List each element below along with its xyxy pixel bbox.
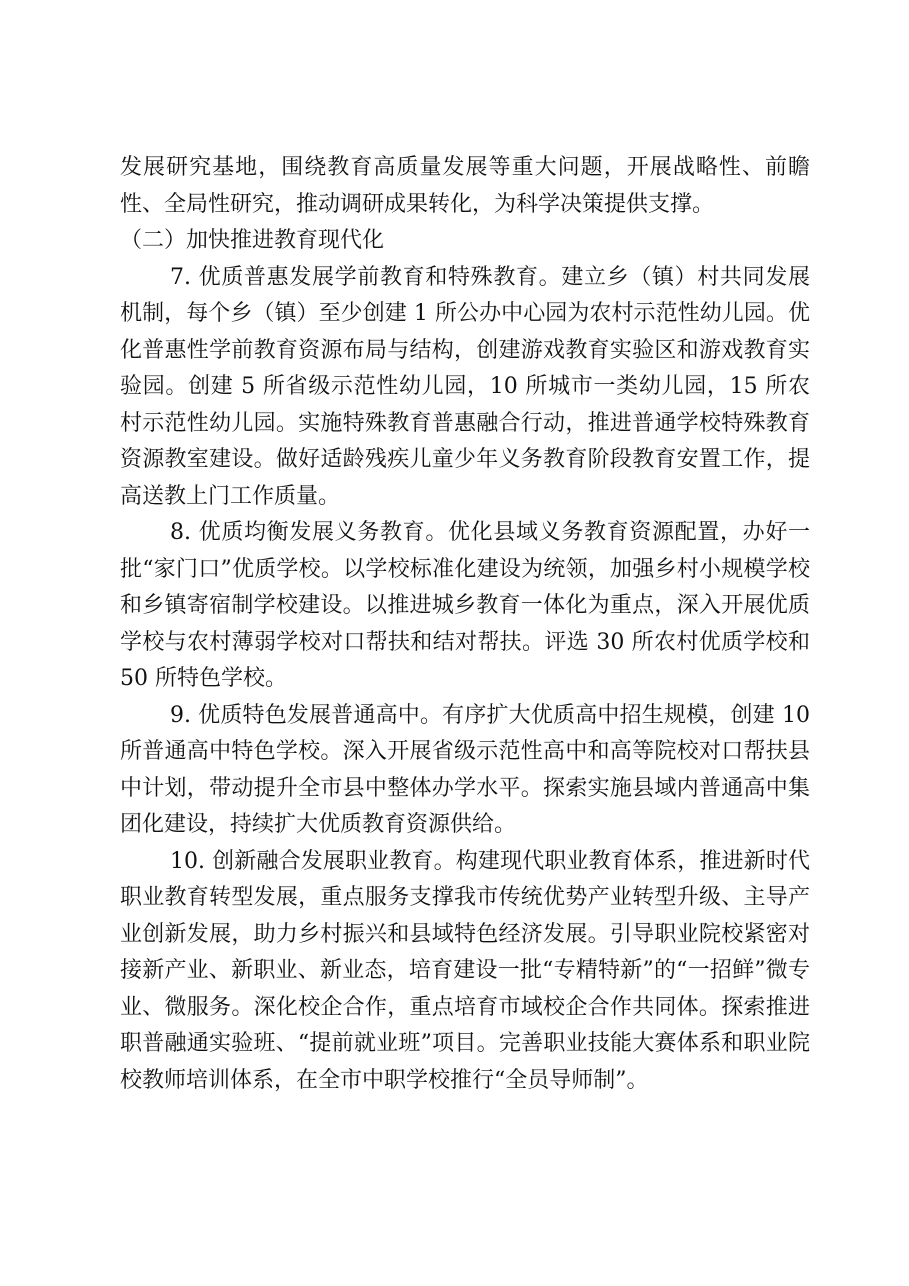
paragraph-item-7: 7. 优质普惠发展学前教育和特殊教育。建立乡（镇）村共同发展机制，每个乡（镇）至少创建 1 所公办中心园为农村示范性幼儿园。优化普惠性学前教育资源布局与结构，创建游戏教育实验区和游戏教育实验园。创建 5 所省级示范性幼儿园，10 所城市一类幼儿园，15 所农村示范性幼儿园。实施特殊教育普惠融合行动，推进普通学校特殊教育资源教室建设。做好适龄残疾儿童少年义务教育阶段教育安置工作，提高送教上门工作质量。 bbox=[120, 264, 810, 509]
paragraph-item-9: 9. 优质特色发展普通高中。有序扩大优质高中招生规模，创建 10 所普通高中特色学校。深入开展省级示范性高中和高等院校对口帮扶县中计划，带动提升全市县中整体办学水平。探索实施县域内普通高中集团化建设，持续扩大优质教育资源供给。 bbox=[120, 702, 810, 837]
section-heading: （二）加快推进教育现代化 bbox=[120, 228, 385, 253]
document-body bbox=[120, 150, 810, 1099]
paragraph-continuation: 发展研究基地，围绕教育高质量发展等重大问题，开展战略性、前瞻性、全局性研究，推动调研成果转化，为科学决策提供支撑。 bbox=[120, 155, 810, 217]
paragraph-item-8: 8. 优质均衡发展义务教育。优化县域义务教育资源配置，办好一批“家门口”优质学校。以学校标准化建设为统领，加强乡村小规模学校和乡镇寄宿制学校建设。以推进城乡教育一体化为重点，深入开展优质学校与农村薄弱学校对口帮扶和结对帮扶。评选 30 所农村优质学校和 50 所特色学校。 bbox=[120, 520, 810, 691]
paragraph-item-10: 10. 创新融合发展职业教育。构建现代职业教育体系，推进新时代职业教育转型发展，重点服务支撑我市传统优势产业转型升级、主导产业创新发展，助力乡村振兴和县域特色经济发展。引导职业院校紧密对接新产业、新职业、新业态，培育建设一批“专精特新”的“一招鲜”微专业、微服务。深化校企合作，重点培育市域校企合作共同体。探索推进职普融通实验班、“提前就业班”项目。完善职业技能大赛体系和职业院校教师培训体系，在全市中职学校推行“全员导师制”。 bbox=[120, 848, 810, 1093]
